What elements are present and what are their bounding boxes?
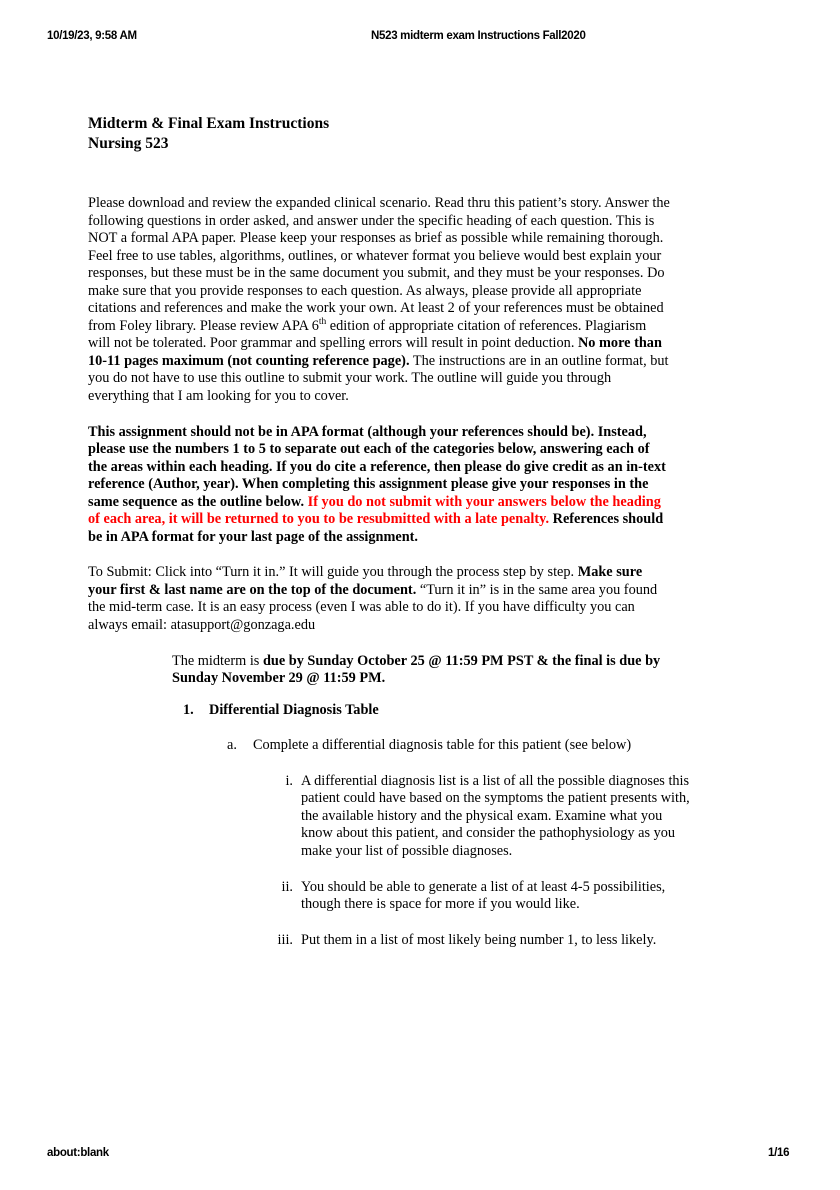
paragraph-1-part-a: Please download and review the expanded clinical scenario. Read thru this patient’s story. Answer the following questions in order asked, and answer under the specific heading of each question. This is NOT a formal APA paper. Please keep your responses as brief as possible while remaining thorough. Feel free to use tables, algorithms, outlines, or whatever format you believe would best explain your responses, but these must be in the same document you submit, and they must be your responses. Do make sure that you provide responses to each question. As always, please provide all appropriate citations and references and make the work your own. At least 2 of your references must be obtained from Foley library. Please review APA 6 [88, 195, 670, 334]
outline-item-1a-iii [273, 932, 693, 950]
outline-item-1a-ii [273, 879, 693, 914]
paragraph-2-part-a: This assignment should not be in APA format (although your references should be). Instead, please use the numbers 1 to 5 to separate out each of the categories below, answering each of the areas within each heading. If you do cite a reference, then please do give credit as an in-text reference (Author, year). When completing this assignment please give your responses in the same sequence as the outline below. [88, 423, 666, 510]
due-dates-paragraph [172, 653, 672, 688]
instructions-paragraph-1 [88, 195, 670, 406]
outline-marker-1a-iii: iii. [277, 931, 293, 948]
outline-marker-1: 1. [183, 701, 194, 718]
page-title-line-1: Midterm & Final Exam Instructions [88, 115, 330, 132]
outline-label-1a-ii: You should be able to generate a list of at least 4-5 possibilities, though there is space for more if you would like. [301, 878, 666, 913]
paragraph-3-part-a: To Submit: Click into “Turn it in.” It will guide you through the process step by step. [88, 564, 578, 581]
page-limit-emphasis: No more than 10-11 pages maximum (not counting reference page). [88, 335, 662, 369]
page-title-line-2: Nursing 523 [88, 134, 169, 152]
due-dates-lead-in: The midterm is [172, 652, 263, 669]
paragraph-2-part-b: References should be in APA format for your last page of the assignment. [88, 511, 664, 545]
instructions-paragraph-2 [88, 424, 670, 547]
print-header-title: N523 midterm exam Instructions Fall2020 [371, 30, 586, 42]
outline-item-1 [183, 702, 670, 720]
document-body [88, 114, 690, 949]
outline-label-1: Differential Diagnosis Table [209, 701, 379, 718]
paragraph-1-part-b: edition of appropriate citation of references. Plagiarism will not be tolerated. Poor grammar and spelling errors will result in point deduction. [88, 317, 647, 352]
outline-label-1a-i: A differential diagnosis list is a list of all the possible diagnoses this patient could have based on the symptoms the patient presents with, the available history and the physical exam. Examine what you know about this patient, and consider the pathophysiology as you make your list of possible diagnoses. [301, 772, 690, 859]
outline-marker-1a-i: i. [285, 772, 293, 789]
page-title [88, 114, 670, 153]
outline-marker-1a: a. [227, 737, 237, 754]
print-footer-url: about:blank [47, 1147, 109, 1159]
paragraph-1-part-c: The instructions are in an outline format, but you do not have to use this outline to submit your work. The outline will guide you through everything that I am looking for you to cover. [88, 352, 669, 405]
outline-item-1a-i [273, 773, 693, 861]
outline-item-1a [227, 737, 670, 755]
paragraph-3-part-b: “Turn it in” is in the same area you found the mid-term case. It is an easy process (even I was able to do it). If you have difficulty you can always email: atasupport@gonzaga.edu [88, 581, 658, 634]
ordinal-superscript: th [318, 317, 327, 328]
due-dates-emphasis: due by Sunday October 25 @ 11:59 PM PST & the final is due by Sunday November 29 @ 11:59 PM. [172, 652, 661, 687]
instructions-paragraph-3 [88, 564, 670, 634]
late-penalty-warning: If you do not submit with your answers below the heading of each area, it will be returned to you to be resubmitted with a late penalty. [88, 493, 661, 528]
print-header [0, 30, 840, 46]
print-footer [0, 1147, 840, 1163]
print-footer-page-number: 1/16 [768, 1147, 790, 1159]
outline-label-1a: Complete a differential diagnosis table for this patient (see below) [253, 737, 632, 754]
outline-marker-1a-ii: ii. [281, 878, 293, 895]
print-header-date: 10/19/23, 9:58 AM [47, 30, 137, 42]
outline-label-1a-iii: Put them in a list of most likely being number 1, to less likely. [301, 931, 657, 948]
name-requirement-emphasis: Make sure your first & last name are on the top of the document. [88, 564, 643, 598]
